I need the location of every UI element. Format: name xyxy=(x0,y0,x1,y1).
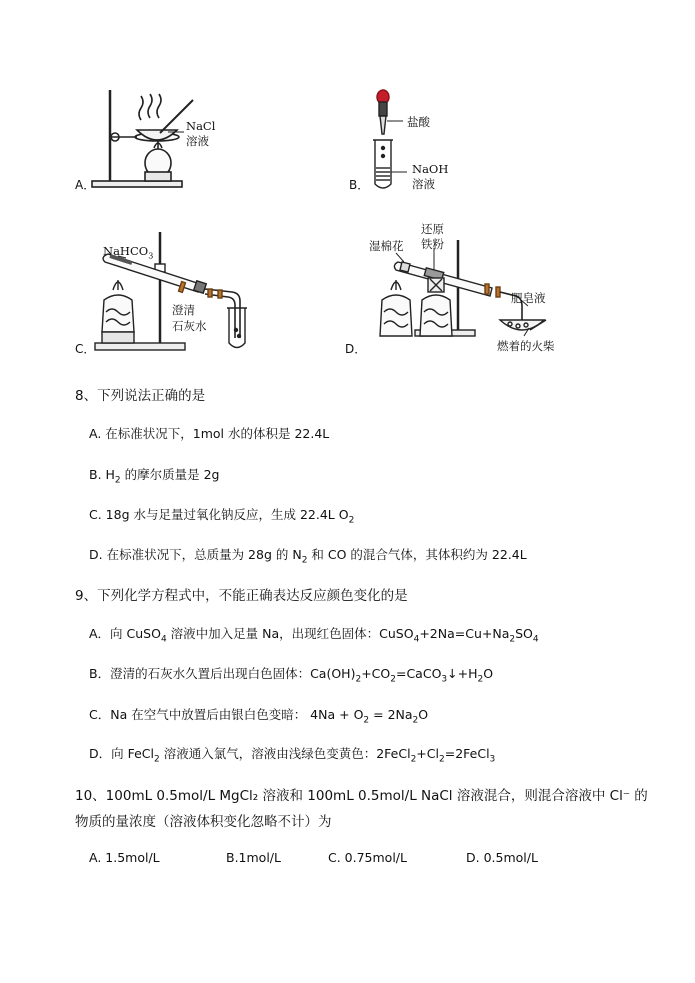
q10-option-b: B.1mol/L xyxy=(226,850,281,865)
q9-option-c: C．Na 在空气中放置后由银白色变暗： $4Na + O_2 = 2Na_2O$ xyxy=(89,707,429,726)
naoh-solution-label: 溶液 xyxy=(412,177,435,191)
option-b-label: B． xyxy=(349,178,370,192)
q8-option-b: B. $H_2$ 的摩尔质量是 2g xyxy=(89,467,220,486)
q10-stem-line1: 10、100mL 0.5mol/L MgCl₂ 溶液和 100mL 0.5mol/L NaCl 溶液混合，则混合溶液中 Cl⁻ 的 xyxy=(75,788,648,804)
q9-option-d: D．向 FeCl$_2$ 溶液通入氯气，溶液由浅绿色变黄色：$2FeCl_2+Cl_2=2FeCl_3$ xyxy=(89,746,496,765)
nacl-solution-label: 溶液 xyxy=(186,134,209,148)
burning-match-label: 燃着的火柴 xyxy=(497,339,555,353)
soap-solution-label: 肥皂液 xyxy=(511,291,546,305)
q8-option-d: D. 在标准状况下，总质量为 28g 的 $N_2$ 和 CO 的混合气体，其体积约为 22.4L xyxy=(89,547,527,566)
naoh-label: NaOH xyxy=(412,162,449,176)
nacl-label: NaCl xyxy=(186,119,216,133)
option-c-label: C． xyxy=(75,342,96,356)
nahco3-label: NaHCO$_3$ xyxy=(103,244,154,261)
reduced-iron-label-line1: 还原 xyxy=(421,222,444,236)
q10-option-d: D. 0.5mol/L xyxy=(466,850,538,865)
limewater-label-line2: 石灰水 xyxy=(172,319,207,333)
q8-stem: 8、下列说法正确的是 xyxy=(75,388,206,404)
option-a-label: A． xyxy=(75,178,96,192)
q8-option-a: A. 在标准状况下，1mol 水的体积是 22.4L xyxy=(89,426,330,441)
q8-option-c: C. 18g 水与足量过氧化钠反应，生成 22.4L $O_2$ xyxy=(89,507,355,526)
q10-option-c: C. 0.75mol/L xyxy=(328,850,407,865)
q9-stem: 9、下列化学方程式中，不能正确表达反应颜色变化的是 xyxy=(75,588,408,604)
option-d-label: D． xyxy=(345,342,367,356)
hcl-label: 盐酸 xyxy=(407,115,430,129)
q10-stem-line2: 物质的量浓度（溶液体积变化忽略不计）为 xyxy=(75,814,332,830)
reduced-iron-label-line2: 铁粉 xyxy=(421,237,444,251)
q10-option-a: A. 1.5mol/L xyxy=(89,850,160,865)
limewater-label-line1: 澄清 xyxy=(172,303,195,317)
wet-cotton-label: 湿棉花 xyxy=(369,239,404,253)
q9-option-a: A．向 CuSO$_4$ 溶液中加入足量 Na，出现红色固体：$CuSO_4+2Na=Cu+Na_2SO_4$ xyxy=(89,626,539,645)
q9-option-b: B．澄清的石灰水久置后出现白色固体：$Ca(OH)_2+CO_2=CaCO_3↓+H_2O$ xyxy=(89,666,494,685)
